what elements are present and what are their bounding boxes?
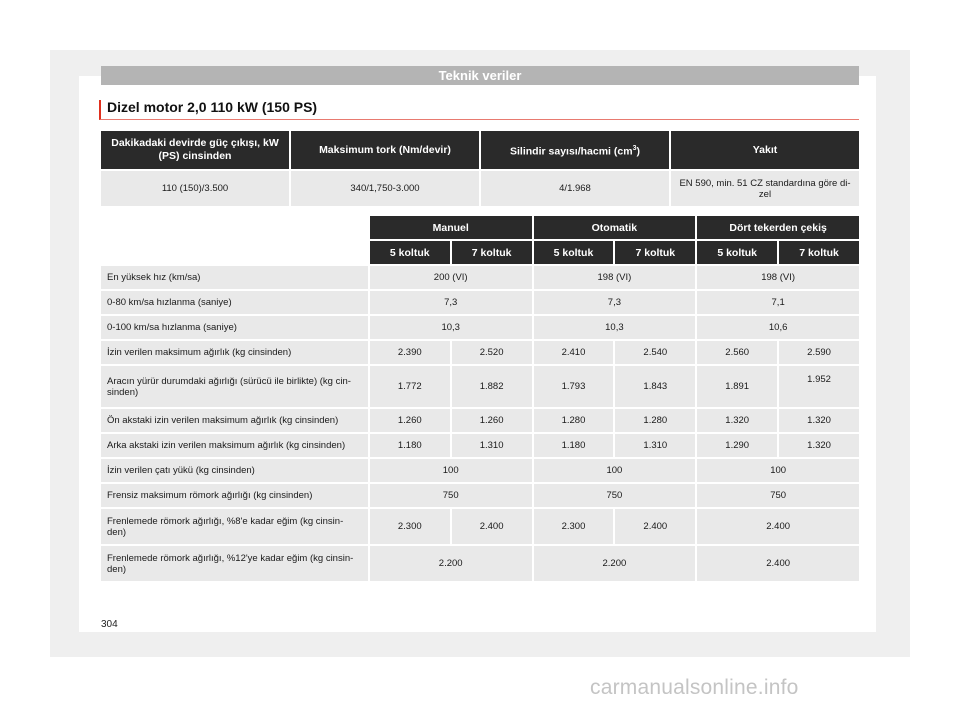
value-cell: 1.882	[452, 366, 532, 407]
value-cell: 2.200	[534, 546, 696, 581]
value-cell: 2.520	[452, 341, 532, 364]
group-header-row	[101, 216, 859, 239]
table-row	[101, 484, 859, 507]
group-manual-header: Manuel	[370, 216, 532, 239]
value-cell: 198 (VI)	[697, 266, 859, 289]
cylinder-header-text: Silindir sayısı/hacmi (cm	[510, 145, 633, 158]
value-cell: 1.260	[452, 409, 532, 432]
value-cell: 2.400	[697, 509, 859, 544]
value-cell: 1.180	[370, 434, 450, 457]
value-cell: 200 (VI)	[370, 266, 532, 289]
empty-subheader-cell	[101, 241, 368, 264]
cylinder-header-close: )	[636, 145, 640, 158]
value-cell: 10,6	[697, 316, 859, 339]
engine-spec-table	[99, 129, 861, 208]
value-cell: 2.300	[370, 509, 450, 544]
subheader-cell: 5 koltuk	[697, 241, 777, 264]
value-cell: 2.560	[697, 341, 777, 364]
empty-header-cell	[101, 216, 368, 239]
watermark-text: carmanualsonline.info	[590, 676, 799, 699]
engine-table-header-row	[101, 131, 859, 169]
value-cell: 1.952	[779, 366, 859, 407]
row-label: Frensiz maksimum römork ağırlığı (kg cinsinden)	[101, 484, 368, 507]
value-cell: 2.400	[697, 546, 859, 581]
value-cell: 1.891	[697, 366, 777, 407]
value-cell: 2.390	[370, 341, 450, 364]
engine-table-value-row	[101, 171, 859, 206]
value-cell: 198 (VI)	[534, 266, 696, 289]
subheader-cell: 7 koltuk	[452, 241, 532, 264]
power-output-header: Dakikadaki devirde güç çıkışı, kW (PS) cinsinden	[101, 131, 289, 169]
table-row	[101, 316, 859, 339]
table-row	[101, 459, 859, 482]
subheader-cell: 5 koltuk	[370, 241, 450, 264]
value-cell: 7,1	[697, 291, 859, 314]
table-row	[101, 266, 859, 289]
page-number: 304	[101, 619, 118, 630]
table-row	[101, 509, 859, 544]
table-row	[101, 546, 859, 581]
value-cell: 100	[697, 459, 859, 482]
value-cell: 1.793	[534, 366, 614, 407]
cylinder-header	[481, 131, 669, 169]
value-cell: 1.280	[615, 409, 695, 432]
row-label: 0-80 km/sa hızlanma (saniye)	[101, 291, 368, 314]
cylinder-header-superscript: 3	[632, 144, 637, 152]
value-cell: 1.310	[615, 434, 695, 457]
power-output-value: 110 (150)/3.500	[101, 171, 289, 206]
row-label: İzin verilen çatı yükü (kg cinsinden)	[101, 459, 368, 482]
value-cell: 100	[370, 459, 532, 482]
fuel-header: Yakıt	[671, 131, 859, 169]
value-cell: 100	[534, 459, 696, 482]
row-label: Arka akstaki izin verilen maksimum ağırlık (kg cinsinden)	[101, 434, 368, 457]
section-title: Dizel motor 2,0 110 kW (150 PS)	[107, 99, 318, 115]
value-cell: 1.310	[452, 434, 532, 457]
subheader-row	[101, 241, 859, 264]
value-cell: 1.180	[534, 434, 614, 457]
table-row	[101, 341, 859, 364]
max-torque-header: Maksimum tork (Nm/devir)	[291, 131, 479, 169]
value-cell: 1.260	[370, 409, 450, 432]
value-cell: 1.772	[370, 366, 450, 407]
table-row	[101, 366, 859, 407]
cylinder-value: 4/1.968	[481, 171, 669, 206]
section-banner: Teknik veriler	[101, 66, 859, 85]
performance-table	[99, 214, 861, 583]
value-cell: 2.410	[534, 341, 614, 364]
value-cell: 2.200	[370, 546, 532, 581]
row-label: Frenlemede römork ağırlığı, %8'e kadar eğim (kg cinsin- den)	[101, 509, 368, 544]
value-cell: 7,3	[534, 291, 696, 314]
table-row	[101, 409, 859, 432]
value-cell: 10,3	[370, 316, 532, 339]
value-cell: 1.320	[697, 409, 777, 432]
value-cell: 2.590	[779, 341, 859, 364]
value-cell: 1.843	[615, 366, 695, 407]
value-cell: 1.280	[534, 409, 614, 432]
row-label: Ön akstaki izin verilen maksimum ağırlık (kg cinsinden)	[101, 409, 368, 432]
value-cell: 10,3	[534, 316, 696, 339]
table-row	[101, 291, 859, 314]
group-automatic-header: Otomatik	[534, 216, 696, 239]
value-cell: 1.290	[697, 434, 777, 457]
value-cell: 2.400	[452, 509, 532, 544]
value-cell: 2.540	[615, 341, 695, 364]
max-torque-value: 340/1,750-3.000	[291, 171, 479, 206]
row-label: 0-100 km/sa hızlanma (saniye)	[101, 316, 368, 339]
row-label: İzin verilen maksimum ağırlık (kg cinsinden)	[101, 341, 368, 364]
group-awd-header: Dört tekerden çekiş	[697, 216, 859, 239]
value-cell: 750	[370, 484, 532, 507]
value-cell: 750	[697, 484, 859, 507]
subheader-cell: 5 koltuk	[534, 241, 614, 264]
row-label: Aracın yürür durumdaki ağırlığı (sürücü ile birlikte) (kg cin- sinden)	[101, 366, 368, 407]
table-row	[101, 434, 859, 457]
row-label: Frenlemede römork ağırlığı, %12'ye kadar eğim (kg cinsin- den)	[101, 546, 368, 581]
value-cell: 7,3	[370, 291, 532, 314]
value-cell: 2.400	[615, 509, 695, 544]
value-cell: 1.320	[779, 409, 859, 432]
fuel-value: EN 590, min. 51 CZ standardına göre di- zel	[671, 171, 859, 206]
value-cell: 750	[534, 484, 696, 507]
value-cell: 2.300	[534, 509, 614, 544]
subheader-cell: 7 koltuk	[779, 241, 859, 264]
subheader-cell: 7 koltuk	[615, 241, 695, 264]
row-label: En yüksek hız (km/sa)	[101, 266, 368, 289]
value-cell: 1.320	[779, 434, 859, 457]
